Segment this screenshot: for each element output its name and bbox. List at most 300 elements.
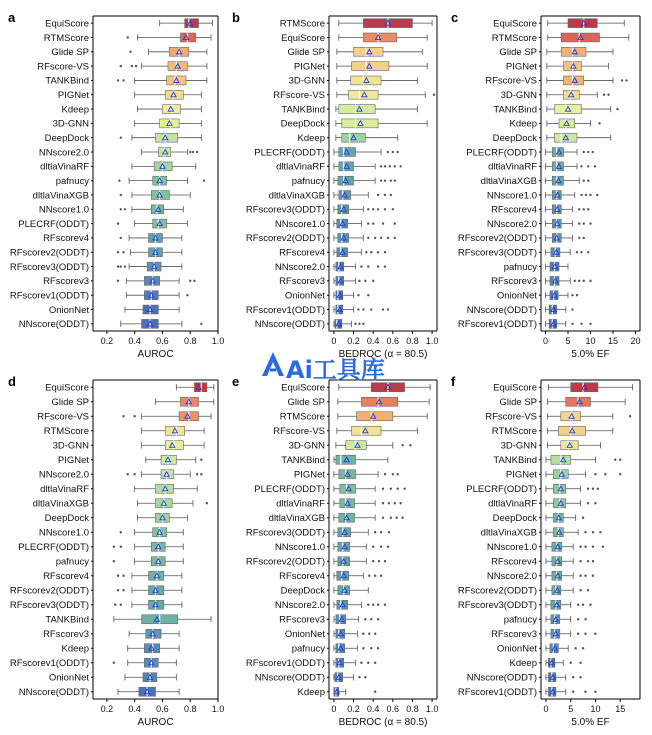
outlier-point (390, 194, 392, 196)
box-row (246, 557, 386, 568)
category-label: dltlaVinaRF (40, 484, 89, 496)
box-row (466, 484, 599, 495)
outlier-point (587, 179, 589, 181)
outlier-point (382, 308, 384, 310)
iqr-box (181, 33, 196, 42)
iqr-box (351, 76, 381, 85)
watermark-logo (258, 348, 408, 387)
iqr-box (363, 33, 396, 42)
outlier-point (120, 137, 122, 139)
box-row (269, 190, 392, 201)
box-row (18, 542, 183, 553)
outlier-point (577, 618, 579, 620)
box-row (281, 586, 369, 597)
outlier-point (571, 294, 573, 296)
outlier-point (619, 459, 621, 461)
outlier-point (580, 194, 582, 196)
iqr-box (151, 191, 169, 200)
category-label: RTMScore (279, 411, 325, 423)
iqr-box (338, 205, 349, 214)
outlier-point (124, 208, 126, 210)
category-label: RFscore-VS (485, 411, 537, 423)
iqr-box (149, 571, 164, 580)
category-label: PIGNet (293, 469, 325, 481)
category-label: Kdeep (509, 658, 537, 670)
outlier-point (367, 265, 369, 267)
outlier-point (387, 546, 389, 548)
category-label: TANKBind (493, 455, 537, 467)
box-row (281, 104, 417, 115)
box-row (45, 133, 202, 144)
outlier-point (587, 151, 589, 153)
box-row (39, 528, 183, 539)
box-row (500, 47, 614, 58)
outlier-point (574, 280, 576, 282)
outlier-point (362, 323, 364, 325)
outlier-point (578, 237, 580, 239)
outlier-point (382, 502, 384, 504)
box-row (487, 219, 592, 230)
outlier-point (374, 691, 376, 693)
iqr-box (338, 528, 351, 537)
box-row (504, 615, 587, 626)
box-row (279, 276, 374, 287)
category-label: EquiScore (493, 18, 537, 30)
category-label: RFscorev4 (279, 571, 325, 583)
category-label: EquiScore (493, 382, 537, 394)
category-label: OnionNet (48, 304, 89, 316)
box-row (288, 397, 430, 408)
x-tick-label: 0.2 (100, 704, 114, 714)
category-label: PIGNet (505, 61, 537, 73)
category-label: TANKBind (281, 104, 325, 116)
iqr-box (158, 148, 171, 157)
iqr-box (165, 90, 183, 99)
iqr-box (162, 105, 180, 114)
box-row (56, 176, 206, 187)
category-label: NNscore(ODDT) (466, 304, 537, 316)
box-row (276, 162, 402, 173)
outlier-point (203, 179, 205, 181)
category-label: EquiScore (45, 382, 89, 394)
panel-letter: f (451, 374, 456, 389)
box-row (53, 441, 205, 452)
outlier-point (380, 531, 382, 533)
outlier-point (583, 151, 585, 153)
iqr-box (161, 455, 176, 464)
box-row (49, 673, 176, 684)
outlier-point (384, 251, 386, 253)
outlier-point (117, 589, 119, 591)
outlier-point (382, 222, 384, 224)
category-label: RTMScore (279, 18, 325, 30)
outlier-point (394, 179, 396, 181)
x-tick-label: 0.6 (156, 336, 169, 346)
category-label: NNscore2.0 (274, 600, 325, 612)
outlier-point (403, 488, 405, 490)
x-tick-label: 0.4 (128, 336, 141, 346)
outlier-point (117, 222, 119, 224)
box-row (43, 571, 182, 582)
category-label: 3D-GNN (52, 440, 89, 452)
box-row (493, 513, 585, 524)
x-tick-label: 15 (615, 704, 626, 714)
category-label: RFscorev3 (43, 276, 89, 288)
watermark-text: Ai工具库 (286, 356, 385, 384)
outlier-point (587, 488, 589, 490)
category-label: OnionNet (284, 629, 325, 641)
outlier-point (576, 294, 578, 296)
box-row (10, 600, 182, 611)
iqr-box (146, 629, 161, 638)
outlier-point (193, 280, 195, 282)
outlier-point (372, 546, 374, 548)
category-label: RFscore-VS (273, 90, 325, 102)
outlier-point (377, 194, 379, 196)
outlier-point (597, 488, 599, 490)
box-row (254, 147, 399, 158)
outlier-point (387, 237, 389, 239)
box-row (45, 383, 214, 394)
box-row (19, 687, 179, 698)
category-label: dltlaVinaRF (488, 498, 537, 510)
outlier-point (583, 208, 585, 210)
outlier-point (122, 589, 124, 591)
x-axis-label: 5.0% EF (571, 717, 610, 728)
outlier-point (372, 560, 374, 562)
iqr-box (571, 383, 598, 392)
category-label: NNscore1.0 (274, 542, 325, 554)
outlier-point (113, 546, 115, 548)
box-row (288, 47, 423, 58)
x-tick-label: 0.6 (386, 704, 400, 714)
box-row (18, 219, 187, 230)
iqr-box (194, 383, 207, 392)
outlier-point (592, 151, 594, 153)
outlier-point (372, 604, 374, 606)
outlier-point (360, 265, 362, 267)
category-label: Glide SP (499, 397, 537, 409)
panel-letter: a (8, 10, 16, 25)
outlier-point (358, 323, 360, 325)
iqr-box (361, 397, 397, 406)
box-row (58, 455, 203, 466)
outlier-point (589, 222, 591, 224)
panel-d (8, 374, 224, 728)
category-label: PLECRF(ODDT) (18, 218, 89, 230)
category-label: RFscore-VS (273, 426, 325, 438)
iqr-box (337, 248, 348, 257)
outlier-point (625, 79, 627, 81)
outlier-point (370, 618, 372, 620)
outlier-point (358, 280, 360, 282)
box-row (492, 426, 613, 437)
category-label: NNscore1.0 (274, 218, 325, 230)
outlier-point (587, 560, 589, 562)
category-label: NNscore2.0 (274, 261, 325, 273)
box-row (506, 61, 609, 72)
x-axis-label: 5.0% EF (571, 349, 610, 360)
x-tick-label: 0.6 (156, 704, 169, 714)
outlier-point (584, 575, 586, 577)
category-label: DeepDock (492, 133, 537, 145)
category-label: RFscorev4 (491, 556, 537, 568)
category-label: RFscorev2(ODDT) (245, 556, 325, 568)
x-tick-label: 20 (630, 336, 641, 346)
category-label: NNscore1.0 (486, 542, 537, 554)
category-label: TANKBind (493, 104, 537, 116)
outlier-point (382, 517, 384, 519)
category-label: DeepDock (280, 585, 325, 597)
box-row (485, 76, 627, 87)
outlier-point (583, 237, 585, 239)
category-label: PLECRF(ODDT) (254, 147, 325, 159)
panel-f (451, 374, 640, 728)
outlier-point (200, 459, 202, 461)
x-tick-label: 0.8 (183, 704, 197, 714)
box-row (37, 412, 211, 423)
outlier-point (357, 294, 359, 296)
outlier-point (370, 647, 372, 649)
x-tick-label: 0.8 (183, 336, 197, 346)
iqr-box (156, 484, 174, 493)
outlier-point (122, 575, 124, 577)
outlier-point (604, 473, 606, 475)
outlier-point (127, 473, 129, 475)
iqr-box (339, 162, 354, 171)
iqr-box (550, 644, 558, 653)
category-label: Kdeep (297, 133, 325, 145)
category-label: NNscore(ODDT) (254, 319, 325, 331)
outlier-point (365, 251, 367, 253)
outlier-point (576, 251, 578, 253)
outlier-point (364, 618, 366, 620)
outlier-point (607, 94, 609, 96)
category-label: Glide SP (499, 47, 537, 59)
category-label: RFscorev1(ODDT) (9, 290, 89, 302)
outlier-point (129, 51, 131, 53)
category-label: NNscore2.0 (486, 571, 537, 583)
category-label: RFscorev3 (279, 614, 325, 626)
outlier-point (117, 251, 119, 253)
outlier-point (372, 208, 374, 210)
box-row (500, 397, 626, 408)
category-label: NNscore(ODDT) (254, 672, 325, 684)
outlier-point (602, 546, 604, 548)
outlier-point (124, 265, 126, 267)
outlier-point (392, 151, 394, 153)
category-label: RFscorev4 (279, 247, 325, 259)
x-tick-label: 10 (590, 704, 601, 714)
box-row (493, 455, 621, 466)
outlier-point (374, 575, 376, 577)
outlier-point (594, 502, 596, 504)
outlier-point (589, 323, 591, 325)
outlier-point (367, 662, 369, 664)
outlier-point (186, 294, 188, 296)
outlier-point (592, 546, 594, 548)
outlier-point (120, 265, 122, 267)
category-label: PIGNet (293, 61, 325, 73)
category-label: OnionNet (496, 643, 537, 655)
outlier-point (362, 633, 364, 635)
box-row (43, 629, 179, 640)
category-label: NNscore(ODDT) (18, 687, 89, 699)
outlier-point (592, 531, 594, 533)
box-row (481, 176, 590, 187)
category-label: 3D-GNN (288, 440, 325, 452)
box-row (52, 397, 214, 408)
category-label: RFscorev3(ODDT) (457, 600, 537, 612)
category-label: dltlaVinaXGB (32, 498, 89, 510)
outlier-point (579, 546, 581, 548)
category-label: RFscorev2(ODDT) (457, 233, 537, 245)
box-row (501, 441, 601, 452)
x-tick-label: 0.4 (128, 704, 141, 714)
outlier-point (397, 488, 399, 490)
outlier-point (380, 179, 382, 181)
category-label: RFscorev3(ODDT) (245, 204, 325, 216)
outlier-point (364, 676, 366, 678)
category-label: RFscore-VS (37, 411, 89, 423)
category-label: DeepDock (280, 118, 325, 130)
outlier-point (120, 194, 122, 196)
outlier-point (113, 560, 115, 562)
outlier-point (367, 604, 369, 606)
x-tick-label: 1.0 (211, 704, 225, 714)
outlier-point (584, 618, 586, 620)
outlier-point (360, 662, 362, 664)
iqr-box (161, 470, 174, 479)
iqr-box (144, 644, 159, 653)
outlier-point (113, 662, 115, 664)
category-label: RFscorev2(ODDT) (9, 585, 89, 597)
category-label: OnionNet (284, 290, 325, 302)
outlier-point (585, 194, 587, 196)
outlier-point (616, 108, 618, 110)
box-row (44, 33, 211, 44)
box-row (246, 658, 377, 669)
outlier-point (370, 308, 372, 310)
category-label: 3D-GNN (500, 440, 537, 452)
iqr-box (549, 319, 557, 328)
outlier-point (580, 323, 582, 325)
iqr-box (342, 119, 378, 128)
category-label: RFscorev2(ODDT) (245, 233, 325, 245)
box-row (298, 687, 377, 698)
outlier-point (584, 633, 586, 635)
outlier-point (397, 151, 399, 153)
outlier-point (394, 222, 396, 224)
outlier-point (390, 488, 392, 490)
outlier-point (589, 604, 591, 606)
outlier-point (584, 691, 586, 693)
box-row (466, 147, 594, 158)
outlier-point (127, 36, 129, 38)
category-label: NNscore(ODDT) (18, 319, 89, 331)
outlier-point (382, 488, 384, 490)
category-label: RFscore-VS (485, 75, 537, 87)
outlier-point (122, 415, 124, 417)
outlier-point (578, 208, 580, 210)
outlier-point (374, 531, 376, 533)
box-row (493, 18, 624, 29)
outlier-point (587, 251, 589, 253)
box-row (246, 205, 394, 216)
outlier-point (614, 459, 616, 461)
box-row (487, 542, 604, 553)
outlier-point (580, 251, 582, 253)
outlier-point (196, 473, 198, 475)
category-label: RFscorev1(ODDT) (457, 687, 537, 699)
box-row (255, 673, 367, 684)
category-label: Kdeep (61, 104, 89, 116)
category-label: RFscorev2(ODDT) (9, 247, 89, 259)
outlier-point (378, 560, 380, 562)
box-row (493, 104, 618, 115)
box-row (497, 291, 578, 302)
box-row (279, 571, 382, 582)
outlier-point (384, 208, 386, 210)
outlier-point (368, 575, 370, 577)
box-row (58, 90, 201, 101)
outlier-point (354, 323, 356, 325)
box-row (254, 484, 406, 495)
box-row (501, 90, 610, 101)
outlier-point (584, 546, 586, 548)
box-row (45, 513, 188, 524)
outlier-point (583, 280, 585, 282)
box-row (275, 262, 386, 273)
x-tick-label: 0.4 (366, 704, 380, 714)
outlier-point (589, 194, 591, 196)
iqr-box (339, 470, 356, 479)
box-row (488, 499, 597, 510)
outlier-point (388, 502, 390, 504)
category-label: RFscorev3 (491, 629, 537, 641)
x-axis-label: AUROC (137, 349, 174, 360)
panel-b (232, 10, 438, 360)
box-row (275, 542, 389, 553)
outlier-point (582, 517, 584, 519)
outlier-point (377, 208, 379, 210)
box-row (56, 557, 184, 568)
box-row (292, 644, 380, 655)
box-row (467, 305, 574, 316)
iqr-box (561, 441, 578, 450)
box-row (39, 470, 203, 481)
category-label: RFscorev3 (43, 629, 89, 641)
outlier-point (409, 444, 411, 446)
category-label: OnionNet (496, 290, 537, 302)
category-label: dltlaVinaXGB (268, 190, 325, 202)
category-label: RFscorev3 (491, 276, 537, 288)
box-row (289, 76, 418, 87)
outlier-point (580, 165, 582, 167)
outlier-point (122, 79, 124, 81)
box-row (45, 76, 207, 87)
x-tick-label: 1.0 (211, 336, 225, 346)
category-label: dltlaVinaXGB (480, 527, 537, 539)
box-row (510, 658, 582, 669)
box-row (45, 615, 211, 626)
category-label: dltlaVinaXGB (480, 175, 537, 187)
iqr-box (552, 176, 563, 185)
outlier-point (587, 208, 589, 210)
panel-c (451, 10, 641, 360)
category-label: EquiScore (281, 382, 325, 394)
x-tick-label: 0.2 (347, 704, 360, 714)
